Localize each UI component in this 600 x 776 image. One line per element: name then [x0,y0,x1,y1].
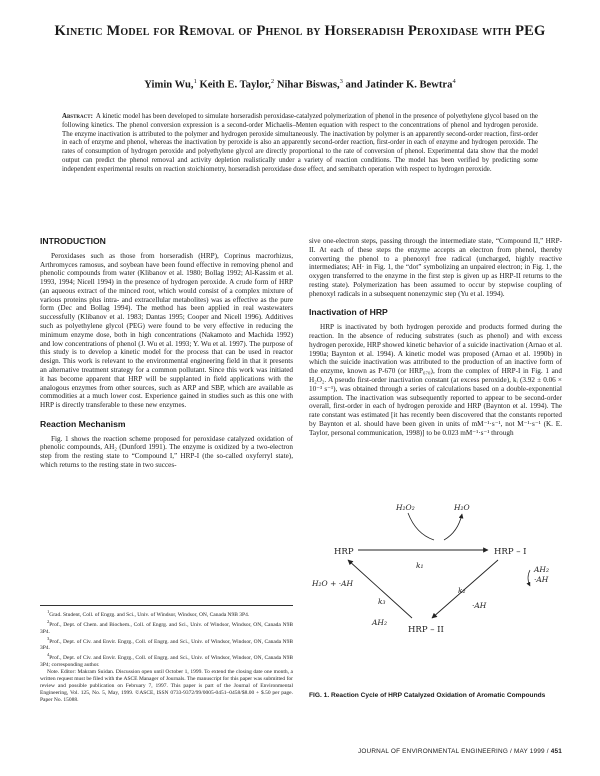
reaction-cycle-diagram [312,500,562,635]
footnote-item: $^3$Prof., Dept. of Civ. and Envir. Engrg., Coll. of Engrg. and Sci., Univ. of Windsor, Windsor, ON, Canada N9B 3P4. [40,635,293,652]
author-name: and Jatinder K. Bewtra [345,79,453,91]
author-affiliation-marker: 1 [193,78,197,85]
label-k2: k₂ [458,586,466,595]
author-affiliation-marker: 2 [270,78,275,85]
inactivation-paragraph: HRP is inactivated by both hydrogen peroxide and products formed during the reaction. In the absence of reducing substrates (such as phenol) and with excess hydrogen peroxide, HRP showed kinetic behavior of a suicide inactivation (Arnao et al. 1990a; Baynton et al. 1994). A kinetic model was proposed (Arnao et al. 1990b) in which the suicide inactivation was attributed to the production of an inactive form of the enzyme, known as P-670 (or HRP₆₇₀), from the complex of HRP-I in Fig. 1 and H₂O₂. A pseudo first-order inactivation constant (at excess peroxide), kᵢ (3.92 ± 0.06 × 10⁻³ s⁻¹), was obtained through a series of calculations based on a double-exponential assumption. The inactivation was subsequently reported to appear to be second-order overall, first-order in each of hydrogen peroxide and HRP (Baynton et al. 1994). The rate constant was estimated [it has recently been discovered that the constants reported by Baynton et al. should have been given in units of mM⁻¹·s⁻¹, not M⁻¹·s⁻¹ (K. E. Taylor, personal communication, 1998)] to be 0.023 mM⁻¹·s⁻¹ through [309,323,562,437]
label-h2o2: H₂O₂ [396,503,415,512]
continued-paragraph: sive one-electron steps, passing through the intermediate state, “Compound II,” HRP-II. At each of these steps the enzyme accepts an electron from phenol, thereby converting the phenol to a phenoxyl free radical (uncharged, highly reactive intermediates; AH· in Fig. 1, the “dot” symbolizing an unpaired electron; in Fig. 1, the oxygen transferred to the enzyme in the first step is given up as HRP-II returns to the resting state). Polymerization has been assumed to occur by stepwise coupling of phenoxyl radicals in a subsequent nonenzymic step (Yu et al. 1994). [309,237,562,298]
figure-caption: FIG. 1. Reaction Cycle of HRP Catalyzed Oxidation of Aromatic Compounds [309,692,546,699]
footnote-item: $^1$Grad. Student, Coll. of Engrg. and Sci., Univ. of Windsor, Windsor, ON, Canada N9B 3P4. [47,609,250,618]
label-ah-dot-bottom: ·AH [472,601,487,610]
footnote-note: Note. Editor: Makram Suidan. Discussion open until October 1, 1999. To extend the closing date one month, a written request must be filed with the ASCE Manager of Journals. The manuscript for this paper was submitted for review and possible publication on February 7, 1997. This paper is part of the Journal of Environmental Engineering, Vol. 125, No. 5, May, 1999. ©ASCE, ISSN 0733-9372/99/0005-0451–0458/$8.00 + $.50 per page. Paper No. 15088. [40,668,293,703]
right-column [309,237,562,437]
abstract-label: Abstract: [62,113,93,120]
arrow-h2o2-in [408,513,434,540]
author-name: Nihar Biswas, [276,79,340,91]
intro-paragraph: Peroxidases such as those from horseradish (HRP), Coprinus macrorhizus, Arthromyces ramosus, and soybean have been found effective in removing phenol and phenolic compounds from water (Klibanov et al. 1980; Bollag 1992; Al-Kassim et al. 1993, 1994; Nicell 1994) in the presence of hydrogen peroxide. A crude form of HRP (an aqueous extract of the minced root, which would consist of a complex mixture of various proteins plus intra- and extracellular metabolites) was as effective as the pure form (Dec and Bollag 1994). The method has been applied in real wastewaters successfully (Klibanov et al. 1983; Dantas 1995; Cooper and Nicell 1996). Additives such as polyethylene glycol (PEG) were found to be very effective in reducing the minimum enzyme dose, both in high concentrations (Nakamoto and Machida 1992) and low concentrations of phenol (J. Wu et al. 1993; Y. Wu et al. 1997). The purpose of this study is to develop a kinetic model for the process that can be used in reactor design. This work is relevant to the environmental engineering field in that it presents an alternative treatment strategy for a common pollutant. Since this work was initiated it has become apparent that HRP will be supplanted in field applications with the analogous enzymes from other sources, such as ARP and SBP, which are available as commodities at a much lower cost. Experience gained in studies such as this one with HRP is directly transferable to these new enzymes. [40,251,293,410]
label-ah2-right: AH₂ [534,565,549,574]
author-affiliation-marker: 3 [339,78,343,85]
paper-title [40,22,560,40]
journal-footer: JOURNAL OF ENVIRONMENTAL ENGINEERING / MAY 1999 / [357,748,549,755]
section-heading-introduction: INTRODUCTION [40,236,106,246]
abstract-text: A kinetic model has been developed to simulate horseradish peroxidase-catalyzed polymerization of phenol in the presence of polyethylene glycol based on the following kinetics. The phenol conversion expression is a second-order Michaelis–Menten equation with respect to the concentrations of phenol and hydrogen peroxide. The enzyme inactivation is attributed to the polymer and hydrogen peroxide simultaneously. The inactivation by polymer is an apparently second-order reaction, first-order in each of enzyme and phenol, whereas the inactivation by peroxide is also an apparently second-order reaction, first-order in each of enzyme and hydrogen peroxide. The rates of consumption of hydrogen peroxide and polyethylene glycol are directly proportional to the rate of conversion of phenol. Experimental data show that the model output can predict the phenol removal and activity depletion realistically under a variety of reaction conditions. The model has been verified by predicting some independent experimental results on reaction stoichiometry, horseradish peroxidase dose effect, and semibatch operation with respect to hydrogen peroxide. [62,113,538,173]
label-hrp-i: HRP – I [494,547,527,557]
paper-title-text: Kinetic Model for Removal of Phenol by Horseradish Peroxidase with PEG [54,23,546,39]
mechanism-paragraph: Fig. 1 shows the reaction scheme proposed for peroxidase catalyzed oxidation of phenolic compounds, AH₂ (Dunford 1991). The enzyme is oxidized by a two-electron step from the resting state to “Compound I,” HRP-I (the so-called oxyferryl state), which returns to the resting state in two succes- [40,434,293,469]
label-k3: k₃ [378,597,386,606]
section-heading-reaction-mechanism: Reaction Mechanism [40,418,126,429]
label-left-products: H₂O + ·AH [312,579,354,588]
footnote-item: $^2$Prof., Dept. of Chem. and Biochem., Coll. of Engrg. and Sci., Univ. of Windsor, Windsor, ON, Canada N9B 3P4. [40,618,293,635]
author-name: Yimin Wu, [144,79,194,91]
footnote-item: $^4$Prof., Dept. of Civ. and Envir. Engrg., Coll. of Engrg. and Sci., Univ. of Windsor, Windsor, ON, Canada N9B 3P4; corresponding author. [40,652,293,669]
label-hrp: HRP [334,547,354,557]
arrow-right-substrate [528,570,530,586]
abstract [62,113,538,174]
label-h2o: H₂O [454,503,470,512]
footnotes [40,605,293,704]
label-ah-dot-right: ·AH [534,575,549,584]
figure-reaction-cycle [312,500,562,635]
left-column [40,237,293,470]
author-name: Keith E. Taylor, [199,79,271,91]
running-footer [320,748,562,755]
label-hrp-ii: HRP – II [408,625,444,635]
author-affiliation-marker: 4 [452,78,456,85]
label-ah2-bottom: AH₂ [372,618,387,627]
arrow-h2o-out [444,514,462,540]
author-line [40,78,560,91]
section-heading-inactivation: Inactivation of HRP [309,307,388,318]
arrow-k3 [348,560,412,618]
page-number: 451 [550,748,562,755]
label-k1: k₁ [416,561,424,570]
